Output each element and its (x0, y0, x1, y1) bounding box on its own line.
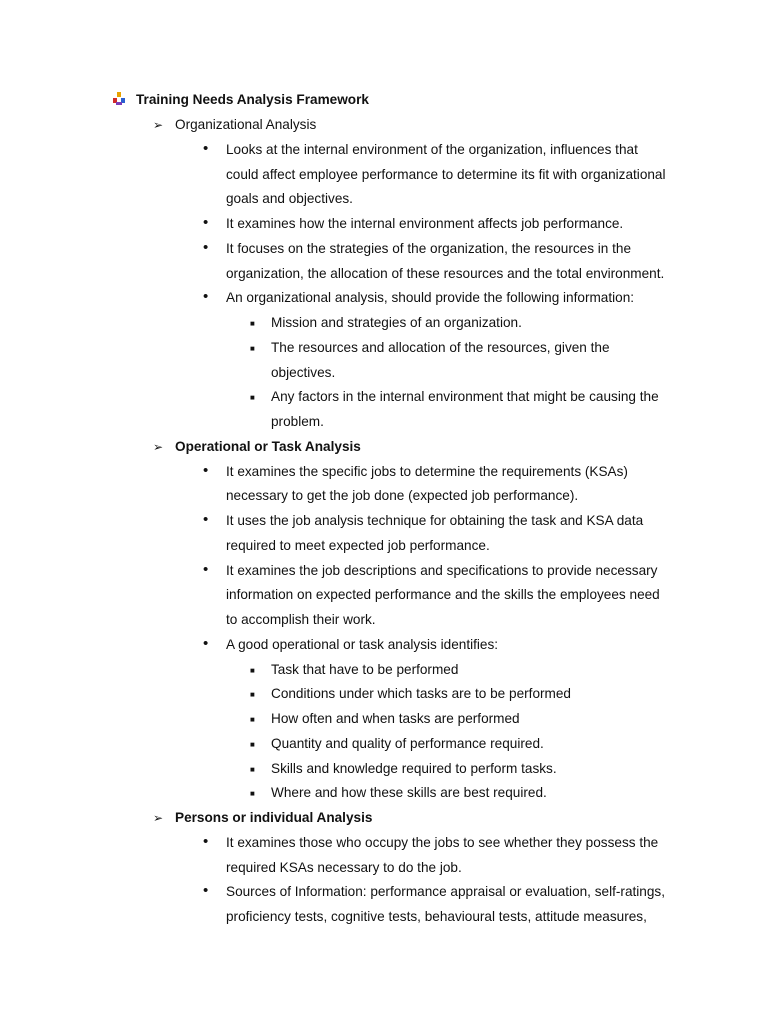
bullet-text: It examines the specific jobs to determine the requirements (KSAs) (226, 463, 628, 479)
round-bullet-icon: • (203, 461, 209, 479)
subitem-text: Quantity and quality of performance required. (271, 735, 544, 751)
subitem-text: Task that have to be performed (271, 661, 459, 677)
subitem-text: Conditions under which tasks are to be performed (271, 686, 571, 702)
subitem-text: Any factors in the internal environment that might be causing the (271, 389, 659, 405)
subitem-text: problem. (271, 414, 324, 429)
square-bullet-icon: ■ (250, 739, 255, 749)
bullet-text: It examines how the internal environment affects job performance. (226, 216, 624, 231)
round-bullet-icon: • (203, 139, 209, 157)
section-heading: Persons or individual Analysis (175, 810, 373, 825)
round-bullet-icon: • (203, 634, 209, 652)
subitem-text: objectives. (271, 364, 336, 380)
bullet-text: It examines those who occupy the jobs to see whether they possess the (226, 834, 659, 850)
bullet-text: It uses the job analysis technique for obtaining the task and KSA data (226, 513, 644, 528)
bullet-text: to accomplish their work. (226, 612, 376, 627)
bullet-text: required KSAs necessary to do the job. (226, 859, 462, 875)
square-bullet-icon: ■ (250, 764, 255, 774)
square-bullet-icon: ■ (250, 665, 255, 675)
subitem-text: Mission and strategies of an organization. (271, 315, 522, 330)
arrow-bullet-icon: ➢ (153, 439, 164, 454)
bullet-text: Looks at the internal environment of the organization, influences that (226, 141, 638, 157)
bullet-text: An organizational analysis, should provide the following information: (226, 290, 635, 306)
square-bullet-icon: ■ (250, 343, 255, 353)
round-bullet-icon: • (203, 238, 209, 256)
bullet-text: could affect employee performance to determine its fit with organizational (226, 166, 666, 182)
subitem-text: Where and how these skills are best required. (271, 785, 547, 801)
subitem-text: How often and when tasks are performed (271, 711, 520, 726)
round-bullet-icon: • (203, 832, 209, 850)
bullet-text: It focuses on the strategies of the organization, the resources in the (226, 240, 632, 256)
subitem-text: The resources and allocation of the resources, given the (271, 339, 610, 355)
round-bullet-icon: • (203, 882, 209, 900)
bullet-text: required to meet expected job performance. (226, 537, 490, 553)
square-bullet-icon: ■ (250, 393, 255, 403)
bullet-text: information on expected performance and the skills the employees need (226, 587, 660, 603)
subitem-text: Skills and knowledge required to perform tasks. (271, 760, 557, 776)
arrow-bullet-icon: ➢ (153, 811, 164, 825)
round-bullet-icon: • (203, 214, 209, 231)
arrow-bullet-icon: ➢ (153, 118, 164, 132)
square-bullet-icon: ■ (250, 715, 255, 724)
bullet-text: proficiency tests, cognitive tests, behavioural tests, attitude measures, (226, 909, 647, 924)
bullet-text: necessary to get the job done (expected job performance). (226, 488, 579, 504)
round-bullet-icon: • (203, 560, 209, 578)
square-bullet-icon: ■ (250, 789, 255, 799)
bullet-text: It examines the job descriptions and specifications to provide necessary (226, 562, 658, 578)
section-heading: Organizational Analysis (175, 117, 317, 132)
square-bullet-icon: ■ (250, 690, 255, 700)
round-bullet-icon: • (203, 511, 209, 528)
section-heading: Operational or Task Analysis (175, 438, 361, 454)
round-bullet-icon: • (203, 288, 209, 306)
bullet-text: Sources of Information: performance appraisal or evaluation, self-ratings, (226, 884, 665, 900)
multicolor-bullet-icon (112, 92, 126, 106)
document-title: Training Needs Analysis Framework (136, 92, 369, 107)
square-bullet-icon: ■ (250, 319, 255, 328)
bullet-text: goals and objectives. (226, 191, 353, 207)
bullet-text: organization, the allocation of these resources and the total environment. (226, 265, 665, 281)
bullet-text: A good operational or task analysis identifies: (226, 636, 499, 652)
